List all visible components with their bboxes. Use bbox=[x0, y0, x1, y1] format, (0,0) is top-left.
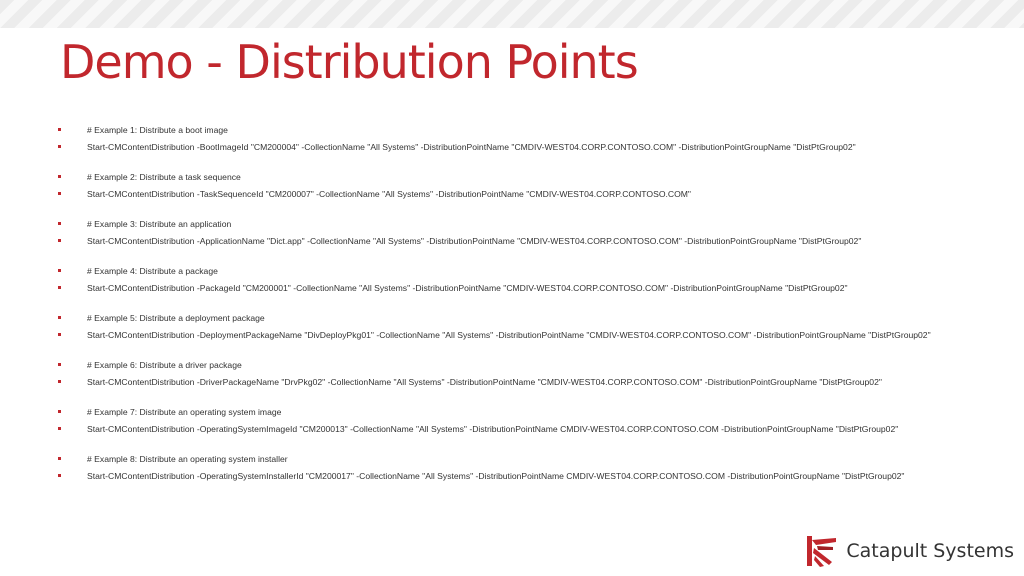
bullet-text: # Example 5: Distribute a deployment package bbox=[87, 313, 265, 323]
bullet-text: # Example 4: Distribute a package bbox=[87, 266, 218, 276]
bullet-text: # Example 3: Distribute an application bbox=[87, 219, 232, 229]
bullet-item bbox=[58, 471, 968, 482]
bullet-text: Start-CMContentDistribution -TaskSequenceId "CM200007" -CollectionName "All Systems" -DistributionPointName "CMDIV-WEST04.CORP.CONTOSO.COM" bbox=[87, 189, 691, 199]
bullet-item bbox=[58, 219, 968, 230]
decorative-stripe-bar bbox=[0, 0, 1024, 28]
catapult-systems-logo bbox=[806, 534, 1014, 568]
bullet-marker bbox=[58, 474, 61, 477]
bullet-text: Start-CMContentDistribution -OperatingSystemImageId "CM200013" -CollectionName "All Systems" -DistributionPointName CMDIV-WEST04.CORP.CONTOSO.COM -DistributionPointGroupName "DistPtGroup02" bbox=[87, 424, 899, 434]
bullet-text: # Example 1: Distribute a boot image bbox=[87, 125, 228, 135]
example-group-8 bbox=[58, 454, 968, 482]
logo-text: Catapult Systems bbox=[846, 540, 1014, 562]
example-group-4 bbox=[58, 266, 968, 294]
catapult-logo-icon bbox=[806, 534, 840, 568]
bullet-marker bbox=[58, 286, 61, 289]
bullet-text: Start-CMContentDistribution -ApplicationName "Dict.app" -CollectionName "All Systems" -DistributionPointName "CMDIV-WEST04.CORP.CONTOSO.COM" -DistributionPointGroupName "DistPtGroup02" bbox=[87, 236, 862, 246]
bullet-marker bbox=[58, 239, 61, 242]
bullet-item bbox=[58, 330, 968, 341]
bullet-item bbox=[58, 407, 968, 418]
bullet-marker bbox=[58, 333, 61, 336]
bullet-text: # Example 8: Distribute an operating system installer bbox=[87, 454, 288, 464]
bullet-marker bbox=[58, 128, 61, 131]
bullet-item bbox=[58, 454, 968, 465]
bullet-item bbox=[58, 189, 968, 200]
example-group-5 bbox=[58, 313, 968, 341]
bullet-text: Start-CMContentDistribution -OperatingSystemInstallerId "CM200017" -CollectionName "All Systems" -DistributionPointName CMDIV-WEST04.CORP.CONTOSO.COM -DistributionPointGroupName "DistPtGroup02" bbox=[87, 471, 905, 481]
bullet-item bbox=[58, 377, 968, 388]
bullet-item bbox=[58, 424, 968, 435]
bullet-text: # Example 6: Distribute a driver package bbox=[87, 360, 242, 370]
bullet-marker bbox=[58, 222, 61, 225]
bullet-text: # Example 7: Distribute an operating system image bbox=[87, 407, 282, 417]
example-group-7 bbox=[58, 407, 968, 435]
bullet-text: # Example 2: Distribute a task sequence bbox=[87, 172, 241, 182]
bullet-marker bbox=[58, 380, 61, 383]
example-group-2 bbox=[58, 172, 968, 200]
bullet-marker bbox=[58, 427, 61, 430]
slide-title: Demo - Distribution Points bbox=[60, 35, 638, 89]
bullet-text: Start-CMContentDistribution -DriverPackageName "DrvPkg02" -CollectionName "All Systems" -DistributionPointName "CMDIV-WEST04.CORP.CONTOSO.COM" -DistributionPointGroupName "DistPtGroup02" bbox=[87, 377, 882, 387]
bullet-item bbox=[58, 172, 968, 183]
example-group-1 bbox=[58, 125, 968, 153]
bullet-text: Start-CMContentDistribution -BootImageId "CM200004" -CollectionName "All Systems" -DistributionPointName "CMDIV-WEST04.CORP.CONTOSO.COM" -DistributionPointGroupName "DistPtGroup02" bbox=[87, 142, 856, 152]
bullet-marker bbox=[58, 457, 61, 460]
bullet-item bbox=[58, 266, 968, 277]
bullet-item bbox=[58, 313, 968, 324]
example-group-3 bbox=[58, 219, 968, 247]
bullet-marker bbox=[58, 175, 61, 178]
bullet-marker bbox=[58, 145, 61, 148]
bullet-text: Start-CMContentDistribution -PackageId "CM200001" -CollectionName "All Systems" -DistributionPointName "CMDIV-WEST04.CORP.CONTOSO.COM" -DistributionPointGroupName "DistPtGroup02" bbox=[87, 283, 848, 293]
bullet-item bbox=[58, 283, 968, 294]
bullet-marker bbox=[58, 410, 61, 413]
bullet-item bbox=[58, 142, 968, 153]
bullet-list bbox=[58, 125, 968, 501]
bullet-text: Start-CMContentDistribution -DeploymentPackageName "DivDeployPkg01" -CollectionName "All Systems" -DistributionPointName "CMDIV-WEST04.CORP.CONTOSO.COM" -DistributionPointGroupName "DistPtGroup02" bbox=[87, 330, 931, 340]
example-group-6 bbox=[58, 360, 968, 388]
bullet-marker bbox=[58, 363, 61, 366]
bullet-item bbox=[58, 125, 968, 136]
bullet-item bbox=[58, 360, 968, 371]
bullet-marker bbox=[58, 192, 61, 195]
bullet-item bbox=[58, 236, 968, 247]
bullet-marker bbox=[58, 269, 61, 272]
bullet-marker bbox=[58, 316, 61, 319]
